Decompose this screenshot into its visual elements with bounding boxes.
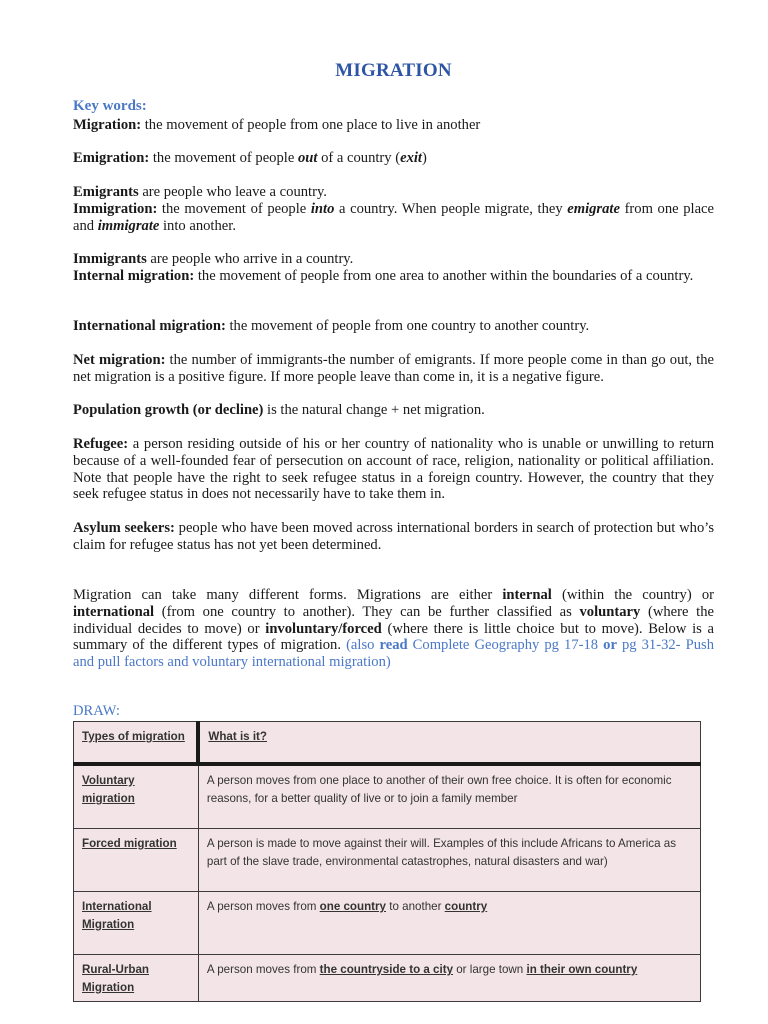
migration-type-cell: Voluntary migration (74, 764, 199, 829)
page-title: MIGRATION (335, 60, 452, 81)
definition-term: Population growth (or decline) (73, 402, 264, 418)
definition-term: Immigrants (73, 251, 147, 267)
definition-term: Asylum seekers: (73, 520, 175, 536)
table-row (74, 892, 701, 955)
migration-type-cell: International Migration (74, 892, 199, 955)
header-what: What is it? (198, 722, 700, 765)
table-row (74, 764, 701, 829)
migration-description-cell: A person moves from the countryside to a city or large town in their own country (198, 955, 700, 1002)
definition: Immigrants are people who arrive in a country. (73, 251, 354, 267)
keywords-heading: Key words: (73, 98, 147, 114)
migration-description-cell: A person moves from one place to another of their own free choice. It is often for economic reasons, for a better quality of live or to join a family member (198, 764, 700, 829)
definition: Emigration: the movement of people out of a country (exit) (73, 150, 427, 166)
definition-term: Migration: (73, 117, 142, 133)
migration-description-cell: A person moves from one country to another country (198, 892, 700, 955)
definition-term: International migration: (73, 318, 226, 334)
definition: Migration: the movement of people from one place to live in another (73, 117, 481, 133)
definition: Population growth (or decline) is the natural change + net migration. (73, 402, 485, 418)
intro-paragraph: Migration can take many different forms. Migrations are either internal (within the country) or international (from one country to another). They can be further classified as voluntary (where the individual decides to move) or involuntary/forced (where there is little choice but to move). Below is a summary of the different types of migration. (also read Complete Geography pg 17-18 or pg 31-32- Push and pull factors and voluntary international migration) (73, 587, 714, 671)
definition-term: Internal migration: (73, 268, 195, 284)
definition: Net migration: the number of immigrants-the number of emigrants. If more people come in than go out, the net migration is a positive figure. If more people leave than come in, it is a negative figure. (73, 352, 714, 385)
definition-term: Emigration: (73, 150, 150, 166)
migration-description-cell: A person is made to move against their will. Examples of this include Africans to America as part of the slave trade, environmental catastrophes, natural disasters and war) (198, 829, 700, 892)
definition: International migration: the movement of people from one country to another country. (73, 318, 590, 334)
definition: Asylum seekers: people who have been moved across international borders in search of protection but who’s claim for refugee status has not yet been determined. (73, 520, 714, 553)
definition: Immigration: the movement of people into a country. When people migrate, they emigrate from one place and immigrate into another. (73, 201, 715, 234)
definition-term: Refugee: (73, 436, 129, 452)
definition-term: Emigrants (73, 184, 139, 200)
draw-label: DRAW: (73, 703, 120, 719)
migration-type-cell: Rural-Urban Migration (74, 955, 199, 1002)
table-row (74, 829, 701, 892)
definition: Emigrants are people who leave a country. (73, 184, 327, 200)
table-header-row (74, 722, 701, 765)
definition: Refugee: a person residing outside of his or her country of nationality who is unable or unwilling to return because of a well-founded fear of persecution on account of race, religion, nationality or political affiliation. Note that people have the right to seek refugee status in a foreign country. However, the country that they seek refugee status in does not necessarily have to take them in. (73, 436, 714, 503)
migration-types-table (73, 721, 701, 1002)
header-types: Types of migration (74, 722, 199, 765)
definition-term: Net migration: (73, 352, 166, 368)
migration-type-cell: Forced migration (74, 829, 199, 892)
table-row (74, 955, 701, 1002)
definition-term: Immigration: (73, 201, 158, 217)
definition: Internal migration: the movement of people from one area to another within the boundaries of a country. (73, 268, 694, 284)
